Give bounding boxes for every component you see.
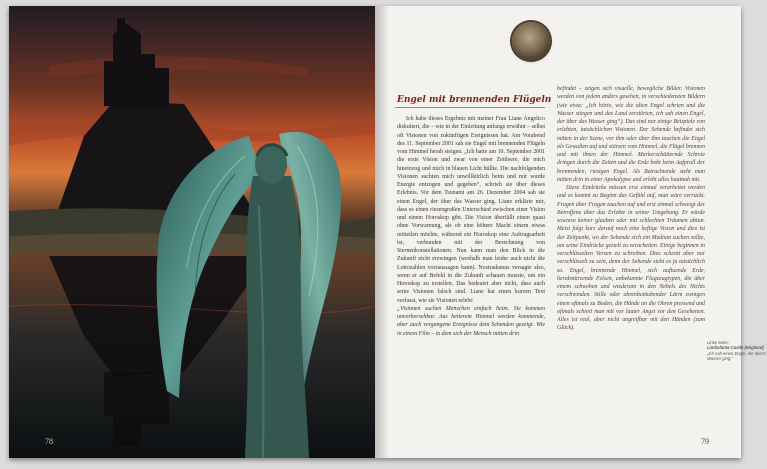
ornament-medallion-icon [512, 22, 550, 60]
caption-place: Lindisfarne Castle (England) [707, 345, 764, 351]
image-caption [707, 340, 767, 362]
paragraph: Ich habe dieses Ergebnis mit meiner Frau Liane Angelico diskutiert, die – wie in der Einleitung anfangs erwähnt – selbst oft Visionen von zukünftigen Ereignissen hat. Am Vorabend des 11. September 2001 sah sie Engel mit brennenden Flügeln vom Himmel herab steigen. „Ich hatte am 10. September 2001 die erste Vision und zwar von einer Zeitleere, die mich hineinzog und mich in blauen Licht hüllte. Die nachfolgenden Visionen suchten mich unwillkürlich heim und mir wurde Energie entzogen und gegeben“, schrieb sie über dieses Erlebnis. Vor dem Tsunami am 26. Dezember 2004 sah sie einen Engel, der über das Wasser ging. Liane erklärte mir, dass es einen riesengroßen Unterschied zwischen einer Vision und einem Horoskop gibt. Die Vision überfällt einen quasi ohne Vorwarnung, als ob eine höhere Macht einem etwas mitteilen möchte, während ein Horoskop eine Auftragsarbeit ist, verbunden mit der Berechnung von Sternenkonstellationen. Nun kann man den Blick in die Zukunft nicht erzwingen (weshalb man leider auch nicht die Lottozahlen vorraussagen kann). Nostradamus versagte also, wenn er auf Befehl in die Zukunft schauen musste, um ein Horoskop zu erstellen. Das bedeutet aber nicht, dass auch seine Visionen falsch sind. Liane hat einen kurzen Text verfasst, wie sie Visionen erlebt: [397, 116, 545, 304]
book-gutter-shadow [375, 6, 389, 458]
angel-castle-illustration [9, 6, 375, 458]
book-spread [9, 6, 766, 458]
right-page [375, 6, 766, 458]
paragraph: „Visionen suchen Menschen einfach heim. Sie kommen unvorhersehbar. Aus heiterem Himmel werden kommende, aber auch vergangene Ereignisse dem Sehenden gezeigt. Wie in einem Film – in dem sich der Mensch mitten drin [397, 305, 545, 337]
text-column-right [557, 85, 705, 333]
paragraph: Diese Eindrücke müssen erst einmal verarbeitet werden und es kommt zu Beginn das Gefühl auf, man wäre verrückt. Fragen über Fragen tauchen auf und erst einmal schweigt der Betroffene über das Erlebte in seiner Umgebung. Er würde sowieso keiner glauben oder mit schlechten Träumen abtun. Meist folgt kurz darauf noch eine heftige Vision und dies ist der Zeitpunkt, wo der Sehende sich ein Medium suchen sollte, um seine Eindrücke gezielt zu verarbeiten. Einige beginnen in verschlüsselten Versen zu schreiben. Dies scheint aber nur verschlüsselt zu sein, denn der Sehende sieht es ja tatsächlich so. Engel, brennende Himmel, sich auftuende Erde, herabstürzende Felsen, unbekannte Flugzeugtypen, die über einem schweben und wiederum in den Nebels des Nichts verschwinden. Stille oder ohrenbetäubender Lärm zwingen einen oftmals zu Boden, die Hände an die Ohren pressend und oftmals schreit man mit vor lauter Angst vor den Gesehenen. Alles ist real, aber nicht angreifbar mit den Händen (zum Glück). [557, 185, 705, 332]
heading-divider [395, 107, 545, 108]
caption-quote: „Ich sah einen Engel, der über's Wasser ging.“ [707, 350, 766, 362]
page-number-left: 78 [45, 437, 53, 446]
chapter-heading: Engel mit brennenden Flügeln [397, 95, 552, 105]
text-column-left [397, 115, 545, 338]
left-page-photo [9, 6, 375, 458]
paragraph: befindet – zeigen sich visuelle, bewegliche Bilder. Visionen werden von jedem anders gesehen, in verschiedensten Bildern (wie etwa: „Ich hörte, wie die alten Engel schrien und die Wasser stiegen und das Land zerstörten, ich sah einen Engel, der über das Wasser ging“). Das sind nur einige Beispiele von erlebten, tatsächlichen Visionen. Der Sehende befindet sich mitten in der Szene, vor ihm oder über ihm tauchen die Engel als Gewalten auf und stürzen vom Himmel, die Flügel brennen und mit ihnen der Himmel. Markerschütternde Schreie dringen durch die Zeiten und die Erde bebt beim Aufprall der brennenden, riesigen Engel. Als Betrachtende steht man mitten drin in einer Apokalypse und erlebt alles hautnah mit. [557, 86, 705, 183]
caption-label: Linke Seite: [707, 340, 729, 345]
page-number-right: 79 [701, 437, 709, 446]
